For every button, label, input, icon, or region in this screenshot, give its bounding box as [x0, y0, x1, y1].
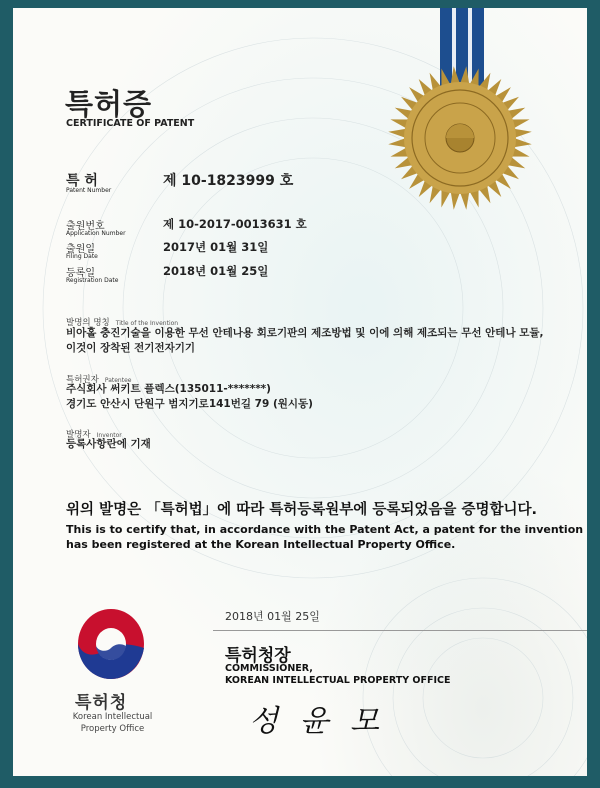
invention-title-label-kr: 발명의 명칭: [66, 318, 110, 328]
invention-title-line2: 이것이 장착된 전기전자기기: [66, 342, 196, 354]
filing-date-label: 출원일: [66, 244, 95, 255]
certification-korean: 위의 발명은 「특허법」에 따라 특허등록원부에 등록되었음을 증명합니다.: [66, 502, 537, 518]
application-number-value: 제 10-2017-0013631 호: [163, 217, 307, 231]
invention-title-line1: 비아홀 충진기술을 이용한 무선 안테나용 회로기판의 제조방법 및 이에 의해 제조되는 무선 안테나 모듈,: [66, 327, 544, 339]
application-number-label: 출원번호: [66, 221, 105, 232]
signature-divider: [213, 630, 587, 631]
issue-date: 2018년 01월 25일: [225, 610, 320, 623]
title-korean: 특허증: [65, 87, 153, 121]
logo-korean: 특허청: [75, 693, 128, 713]
patent-number-value: 제 10-1823999 호: [163, 173, 294, 189]
filing-date-label-en: Filing Date: [66, 253, 98, 260]
patentee-label-en: Patentee: [104, 377, 132, 384]
commissioner-signature: 성 윤 모: [249, 704, 386, 739]
commissioner-korean: 특허청장: [225, 646, 291, 666]
patentee-address: 경기도 안산시 단원구 범지기로141번길 79 (원시동): [66, 398, 313, 410]
inventor-label-en: Inventor: [96, 432, 122, 439]
certification-english-line2: has been registered at the Korean Intellectual Property Office.: [66, 538, 456, 551]
certification-english-line1: This is to certify that, in accordance with the Patent Act, a patent for the invention: [66, 523, 584, 536]
registration-date-label: 등록일: [66, 268, 95, 279]
commissioner-english-line1: COMMISSIONER,: [225, 663, 313, 674]
filing-date-value: 2017년 01월 31일: [163, 240, 269, 254]
logo-english-line2: Property Office: [80, 724, 145, 734]
commissioner-english-line2: KOREAN INTELLECTUAL PROPERTY OFFICE: [225, 675, 451, 686]
registration-date-label-en: Registration Date: [66, 277, 119, 284]
patent-number-label: 특 허: [66, 173, 98, 189]
registration-date-value: 2018년 01월 25일: [163, 264, 269, 278]
patentee-name: 주식회사 써키트 플렉스(135011-*******): [66, 383, 271, 395]
inventor-label-kr: 발명자: [66, 430, 91, 440]
inventor-value: 등록사항란에 기재: [66, 438, 151, 450]
patent-number-label-en: Patent Number: [66, 187, 112, 194]
title-english: CERTIFICATE OF PATENT: [66, 118, 195, 129]
kipo-taegeuk-logo-icon: [75, 606, 147, 682]
invention-title-label-en: Title of the Invention: [115, 320, 179, 327]
gold-seal-icon: [385, 63, 535, 213]
application-number-label-en: Application Number: [66, 230, 126, 237]
logo-english-line1: Korean Intellectual: [72, 712, 153, 722]
certificate-paper: [13, 8, 587, 776]
patentee-label-kr: 특허권자: [66, 375, 99, 385]
